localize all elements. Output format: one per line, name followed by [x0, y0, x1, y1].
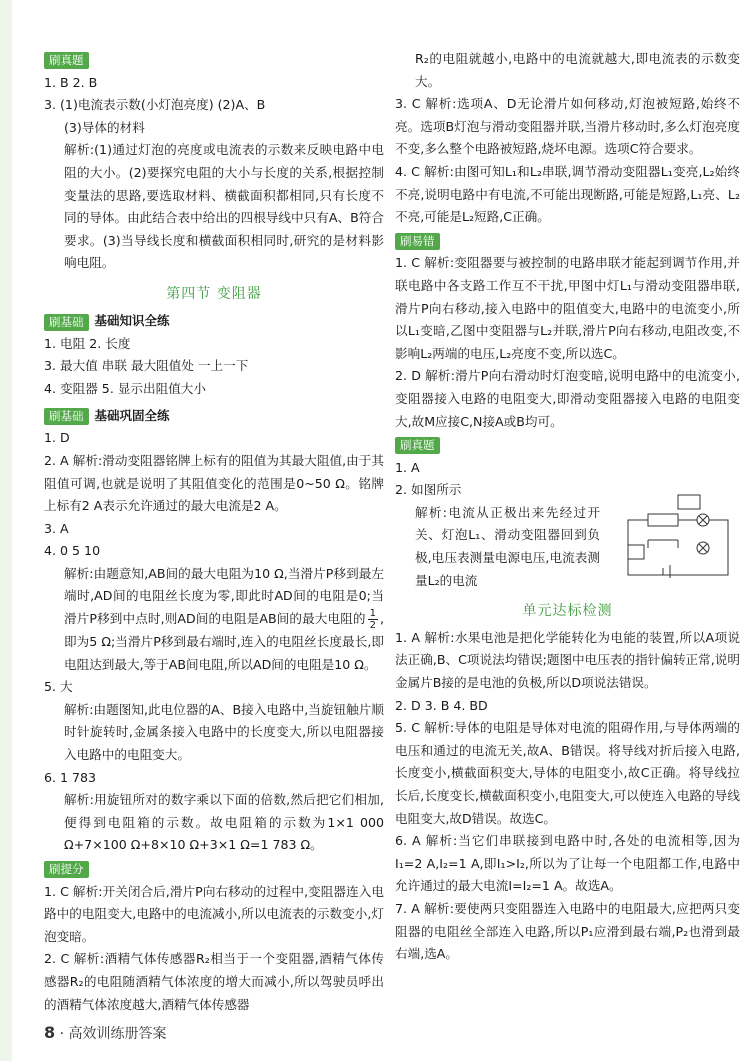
left-column [44, 48, 384, 1016]
answer-line: 4. 变阻器 5. 显示出阻值大小 [44, 380, 206, 396]
answer-explanation: 2. A 解析:滑动变阻器铭牌上标有的阻值为其最大阻值,由于其阻值可调,也就是说明了其阻值变化的范围是0~50 Ω。铭牌上标有2 A表示允许通过的最大电流是2 A。 [44, 452, 384, 514]
answer-line: 1. A [395, 459, 420, 475]
answer-explanation: 3. C 解析:选项A、D无论滑片如何移动,灯泡被短路,始终不亮。选项B灯泡与滑动变阻器并联,当滑片移动时,多么灯泡亮度不变,多么整个电路被短路,烧坏电源。选项C符合要求。 [395, 96, 740, 157]
answer-explanation: 4. C 解析:由图可知L₁和L₂串联,调节滑动变阻器L₁变亮,L₂始终不亮,说明电路中有电流,不可能出现断路,可能是短路,L₁亮、L₂不亮,可能是L₂短路,C正确。 [395, 163, 740, 225]
answer-explanation: 5. C 解析:导体的电阻是导体对电流的阻碍作用,与导体两端的电压和通过的电流无关,故A、B错误。将导线对折后接入电路,长度变小,横截面积变大,导体的电阻变小,故C正确。将导线拉长后,长度变长,横截面积变小,电阻变大,可以使连入电路的导线电阻变大,故D错误。故选C。 [395, 720, 740, 826]
answer-line: 3. 最大值 串联 最大阻值处 一上一下 [44, 358, 249, 374]
section-tag-shuazhenti: 刷真题 [395, 437, 440, 454]
answer-explanation: 解析:电流从正极出来先经过开关、灯泡L₁、滑动变阻器回到负极,电压表测量电源电压,电流表测量L₂的电流 [415, 504, 600, 588]
answer-explanation: R₂的电阻就越小,电路中的电流就越大,即电流表的示数变大。 [415, 51, 740, 89]
page-margin-strip [0, 0, 12, 1061]
fraction [368, 608, 378, 631]
answer-line: 4. 0 5 10 [44, 543, 101, 559]
answer-explanation: 1. C 解析:变阻器要与被控制的电路串联才能起到调节作用,并联电路中各支路工作互不干扰,甲图中灯L₁与滑动变阻器串联,滑片P向右移动,接入电路中的阻值变大,电路中的电流变小,所以L₁变暗,乙图中变阻器与L₂并联,滑片P向右移动,电阻改变,不影响L₂两端的电压,L₂亮度不变,所以选C。 [395, 255, 740, 361]
explanation-text: 解析:由题意知,AB间的最大电阻为10 Ω,当滑片P移到最左端时,AD间的电阻丝长度为零,即此时AD间的电阻是0;当滑片P移到中点时,则AD间的电阻是AB间的最大电阻的 [64, 565, 384, 627]
explanation-text: ,即为5 Ω;当滑片P移到最右端时,连入的电阻丝长度最长,即电阻达到最大,等于AB间电阻,所以AD间的电阻是10 Ω。 [64, 611, 384, 672]
answer-explanation: 1. A 解析:水果电池是把化学能转化为电能的装置,所以A项说法正确,B、C项说法均错误;题图中电压表的指针偏转正常,说明金属片B接的是电池的负极,所以D项说法错误。 [395, 629, 740, 691]
answer-line: 1. B 2. B [44, 74, 98, 90]
section-tag-shuajichu: 刷基础 [44, 314, 89, 331]
fraction-numerator: 1 [369, 608, 376, 620]
answer-line: 3. (1)电流表示数(小灯泡亮度) (2)A、B [44, 97, 266, 113]
answer-explanation: 2. C 解析:酒精气体传感器R₂相当于一个变阻器,酒精气体传感器R₂的电阻随酒精气体浓度的增大而减小,所以驾驶员呼出的酒精气体浓度越大,酒精气体传感器 [44, 951, 384, 1012]
answer-line: 2. D 3. B 4. BD [395, 697, 488, 713]
answer-line: 1. 电阻 2. 长度 [44, 335, 131, 351]
section-tag-shuajichu: 刷基础 [44, 408, 89, 425]
circuit-diagram [618, 490, 738, 590]
section-tag-shuayicuo: 刷易错 [395, 233, 440, 250]
answer-line: 6. 1 783 [44, 769, 97, 785]
answer-line: 3. A [44, 520, 69, 536]
section-tag-shuazhenti: 刷真题 [44, 52, 89, 69]
answer-explanation [44, 563, 384, 676]
page-number: 8 [44, 1023, 56, 1042]
answer-line: (3)导体的材料 [64, 119, 145, 135]
answer-explanation: 1. C 解析:开关闭合后,滑片P向右移动的过程中,变阻器连入电路中的电阻变大,电路中的电流减小,所以电流表的示数变小,灯泡变暗。 [44, 883, 384, 944]
footer-title: · 高效训练册答案 [59, 1026, 167, 1042]
answer-explanation: 解析:用旋钮所对的数字乘以下面的倍数,然后把它们相加,便得到电阻箱的示数。故电阻箱的示数为1×1 000 Ω+7×100 Ω+8×10 Ω+3×1 Ω=1 783 Ω。 [64, 792, 384, 853]
section-tag-shuatifen: 刷提分 [44, 861, 89, 878]
answer-line: 1. D [44, 430, 70, 446]
fraction-denominator: 2 [369, 620, 376, 632]
page-footer [44, 1022, 167, 1046]
section-heading: 单元达标检测 [522, 603, 613, 620]
answer-line: 2. 如图所示 [395, 482, 462, 498]
section-subtitle: 基础巩固全练 [94, 407, 170, 423]
answer-explanation: 6. A 解析:当它们串联接到电路中时,各处的电流相等,因为I₁=2 A,I₂=1 A,即I₁>I₂,所以为了让每一个电阻都工作,电路中允许通过的最大电流I=I₂=1 A。故选A。 [395, 833, 740, 894]
answer-explanation: 7. A 解析:要使两只变阻器连入电路中的电阻最大,应把两只变阻器的电阻丝全部连入电路,所以P₁应滑到最右端,P₂也滑到最右端,选A。 [395, 900, 740, 962]
answer-explanation: 2. D 解析:滑片P向右滑动时灯泡变暗,说明电路中的电流变小,变阻器接入电路的电阻变大,即滑动变阻器接入电路的电阻变大,故M应接C,N接A或B均可。 [395, 368, 740, 429]
answer-explanation: 解析:由题图知,此电位器的A、B接入电路中,当旋钮触片顺时针旋转时,金属条接入电路中的长度变大,所以电阻器接入电路中的电阻变大。 [64, 701, 384, 763]
section-subtitle: 基础知识全练 [94, 312, 170, 328]
answer-explanation: 解析:(1)通过灯泡的亮度或电流表的示数来反映电路中电阻的大小。(2)要探究电阻的大小与长度的关系,根据控制变量法的思路,要选取材料、横截面积都相同,只有长度不同的导体。由此结合表中给出的四根导线中只有A、B符合要求。(3)当导线长度和横截面积相同时,研究的是材料影响电阻。 [64, 142, 384, 271]
answer-line: 5. 大 [44, 679, 73, 695]
section-heading: 第四节 变阻器 [166, 285, 262, 302]
